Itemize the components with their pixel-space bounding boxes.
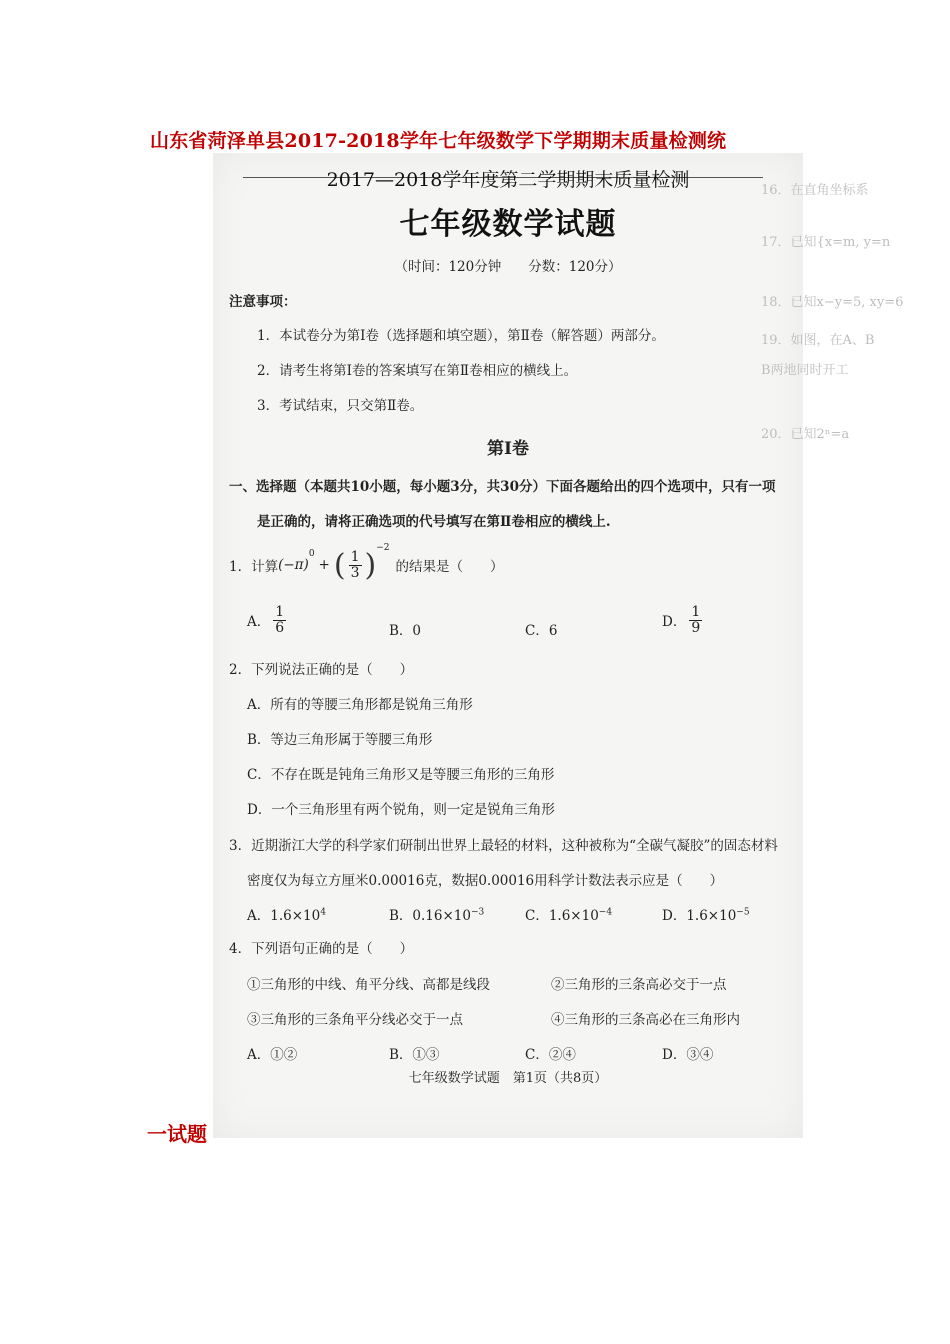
question-4: 4．下列语句正确的是（ ） [229,941,414,957]
option-b [389,904,484,924]
option-b: B．①③ [389,1047,440,1063]
scanned-exam-page [213,153,904,1138]
q1-plus: + [318,557,330,573]
q1-expr: (−π) [278,557,309,573]
option-label: A． [247,614,271,631]
statement-4: ④三角形的三条高必在三角形内 [551,1012,740,1028]
notice-item: 2．请考生将第Ⅰ卷的答案填写在第Ⅱ卷相应的横线上。 [257,363,578,379]
option-exponent: −4 [598,907,613,918]
q1-suffix: 的结果是（ ） [395,559,504,575]
q1-fraction [349,550,362,580]
question-3-cont: 密度仅为每立方厘米0.00016克，数据0.00016用科学计数法表示应是（ ） [247,873,724,889]
bleed-through-artifact: 20．已知2ⁿ=a [761,427,850,442]
q1-exponent: −2 [376,543,390,553]
document-title: 山东省菏泽单县2017-2018学年七年级数学下学期期末质量检测统 [150,130,727,152]
option-a: A．所有的等腰三角形都是锐角三角形 [247,697,473,713]
statement-1: ①三角形的中线、角平分线、高都是线段 [247,977,490,993]
fraction-denominator: 9 [691,619,701,636]
notice-heading: 注意事项： [229,294,297,310]
option-c: C．②④ [525,1047,576,1063]
page-footer: 七年级数学试题 第1页（共8页） [408,1071,608,1086]
fraction-denominator: 3 [350,564,360,581]
option-text: B．0.16×10 [389,908,471,924]
option-exponent: 4 [320,907,326,918]
option-fraction [689,605,702,635]
question-1 [229,543,504,587]
option-fraction [273,605,286,635]
bleed-through-artifact: 17．已知{x=m, y=n [761,235,891,250]
time-score-info: （时间：120分钟 分数：120分） [394,259,622,275]
option-c: C．6 [525,623,558,639]
option-d [662,605,705,635]
option-exponent: −3 [470,907,485,918]
statement-2: ②三角形的三条高必交于一点 [551,977,727,993]
bleed-through-artifact: B两地同时开工 [761,363,849,378]
option-text: C．1.6×10 [525,908,599,924]
option-d [662,904,750,924]
option-b: B．等边三角形属于等腰三角形 [247,732,433,748]
fraction-numerator: 1 [691,604,701,620]
fraction-numerator: 1 [275,604,285,620]
left-paren-icon: ( [333,547,346,583]
option-d: D．一个三角形里有两个锐角，则一定是锐角三角形 [247,802,555,818]
notice-item: 3．考试结束，只交第Ⅱ卷。 [257,398,424,414]
statement-3: ③三角形的三条角平分线必交于一点 [247,1012,463,1028]
section-title: 第Ⅰ卷 [487,439,529,459]
q1-prefix: 1．计算 [229,559,279,575]
notice-item: 1．本试卷分为第Ⅰ卷（选择题和填空题），第Ⅱ卷（解答题）两部分。 [257,328,665,344]
right-paren-icon: ) [364,547,377,583]
option-c [525,904,612,924]
option-a: A．①② [247,1047,298,1063]
question-3: 3．近期浙江大学的科学家们研制出世界上最轻的材料，这种被称为“全碳气凝胶”的固态材料 [229,838,778,854]
option-label: D． [662,614,687,631]
option-a [247,904,326,924]
option-text: A．1.6×10 [247,908,321,924]
part1-intro: 一、选择题（本题共10小题，每小题3分，共30分）下面各题给出的四个选项中，只有一项 [229,479,776,495]
bleed-through-artifact: 19．如图，在A、B [761,333,875,348]
exam-main-title: 七年级数学试题 [399,207,617,242]
option-exponent: −5 [736,907,750,918]
bleed-through-artifact: 16．在直角坐标系 [761,183,869,198]
part1-intro: 是正确的，请将正确选项的代号填写在第Ⅱ卷相应的横线上. [257,514,611,530]
document-title-continued: 一试题 [147,1122,207,1146]
q1-exp0: 0 [308,549,315,559]
fraction-denominator: 6 [275,619,285,636]
option-a [247,605,289,635]
option-c: C．不存在既是钝角三角形又是等腰三角形的三角形 [247,767,555,783]
exam-subtitle: 2017—2018学年度第二学期期末质量检测 [326,169,690,191]
fraction-numerator: 1 [350,548,360,565]
question-2: 2．下列说法正确的是（ ） [229,662,414,678]
option-b: B．0 [389,623,422,639]
option-text: D．1.6×10 [662,908,737,924]
option-d: D．③④ [662,1047,714,1063]
bleed-through-artifact: 18．已知x−y=5, xy=6 [761,295,904,310]
